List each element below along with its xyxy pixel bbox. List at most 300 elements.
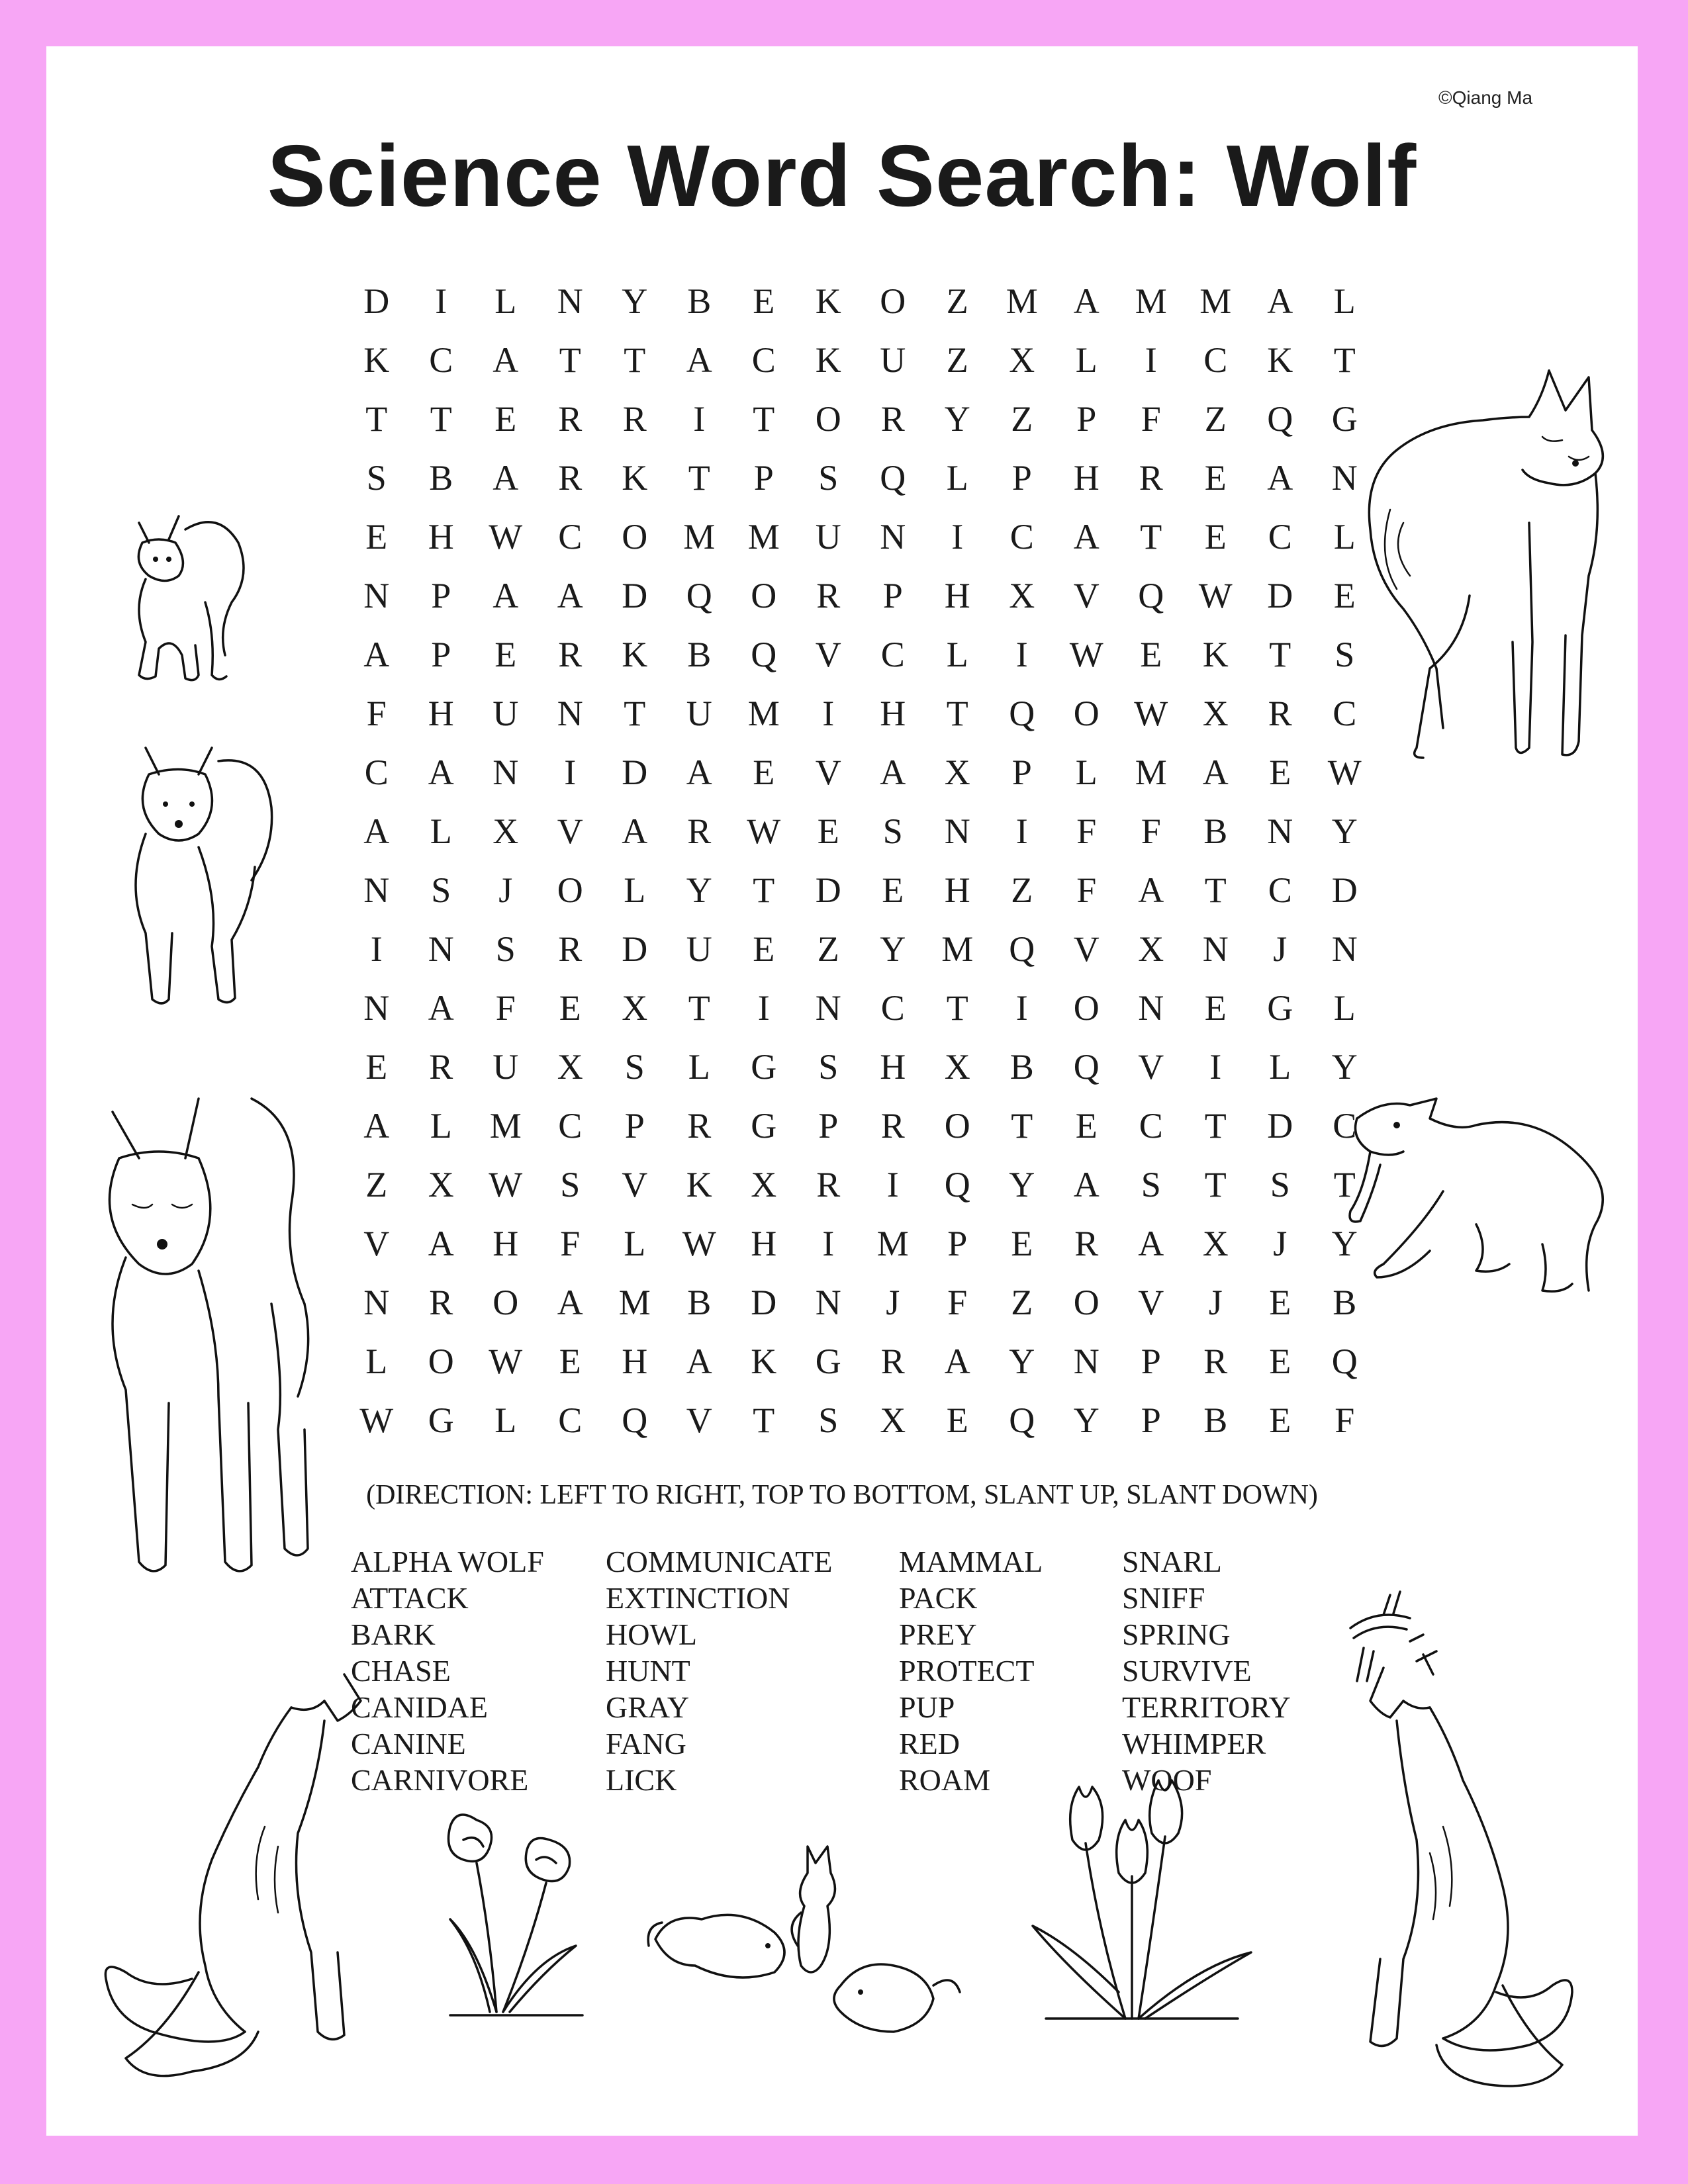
grid-letter: S <box>431 870 451 910</box>
word-list-column-4 <box>1122 1543 1291 1798</box>
grid-letter: P <box>1141 1400 1161 1440</box>
grid-letter: W <box>489 1164 523 1205</box>
grid-letter: E <box>365 516 388 557</box>
grid-letter: T <box>753 870 775 910</box>
grid-letter: B <box>1203 1400 1228 1440</box>
page-title: Science Word Search: Wolf <box>267 127 1417 224</box>
grid-letter: A <box>686 340 712 380</box>
grid-letter: Z <box>946 281 968 321</box>
grid-letter: T <box>688 457 710 498</box>
grid-letter: Q <box>1138 575 1164 615</box>
word-list-item: ROAM <box>899 1763 991 1797</box>
grid-letter: Q <box>944 1164 970 1205</box>
grid-letter: C <box>558 516 583 557</box>
grid-letter: L <box>688 1046 710 1087</box>
grid-letter: V <box>1138 1282 1164 1322</box>
grid-letter: C <box>1333 693 1357 733</box>
grid-letter: C <box>1333 1105 1357 1146</box>
grid-letter: A <box>557 575 583 615</box>
grid-letter: Z <box>1011 398 1033 439</box>
grid-letter: F <box>560 1223 581 1263</box>
grid-letter: H <box>622 1341 648 1381</box>
grid-letter: X <box>1009 575 1035 615</box>
grid-letter: L <box>494 1400 517 1440</box>
grid-letter: C <box>1009 516 1034 557</box>
grid-letter: A <box>1138 1223 1164 1263</box>
grid-letter: L <box>1269 1046 1291 1087</box>
grid-letter: S <box>1335 634 1355 674</box>
grid-letter: C <box>558 1105 583 1146</box>
grid-letter: L <box>1075 752 1098 792</box>
grid-letter: Z <box>365 1164 388 1205</box>
grid-letter: J <box>1273 1223 1288 1263</box>
grid-letter: B <box>687 634 712 674</box>
grid-letter: F <box>1335 1400 1355 1440</box>
grid-letter: E <box>753 752 775 792</box>
grid-letter: L <box>365 1341 388 1381</box>
grid-letter: Y <box>1331 1223 1358 1263</box>
grid-letter: R <box>1074 1223 1099 1263</box>
grid-letter: Y <box>1073 1400 1100 1440</box>
grid-letter: P <box>624 1105 645 1146</box>
grid-letter: R <box>880 1341 905 1381</box>
grid-letter: S <box>818 1400 839 1440</box>
grid-letter: A <box>428 752 454 792</box>
grid-letter: L <box>624 1223 646 1263</box>
grid-letter: W <box>682 1223 716 1263</box>
grid-letter: R <box>816 1164 841 1205</box>
grid-letter: Y <box>1009 1341 1035 1381</box>
grid-letter: G <box>428 1400 454 1440</box>
grid-letter: E <box>1333 575 1356 615</box>
grid-letter: H <box>880 1046 906 1087</box>
grid-letter: J <box>1208 1282 1223 1322</box>
grid-letter: R <box>1139 457 1163 498</box>
grid-letter: I <box>757 987 770 1028</box>
grid-letter: C <box>558 1400 583 1440</box>
grid-letter: P <box>431 575 451 615</box>
wolf-pup-left-middle-icon <box>119 735 278 1013</box>
grid-letter: A <box>1267 457 1293 498</box>
grid-letter: A <box>492 457 519 498</box>
grid-letter: B <box>1203 811 1228 851</box>
grid-letter: T <box>624 693 646 733</box>
grid-letter: P <box>818 1105 839 1146</box>
grid-letter: S <box>818 457 839 498</box>
grid-letter: O <box>1073 987 1100 1028</box>
grid-letter: S <box>882 811 903 851</box>
grid-letter: O <box>751 575 777 615</box>
grid-letter: I <box>1209 1046 1222 1087</box>
grid-letter: H <box>751 1223 777 1263</box>
grid-letter: S <box>624 1046 645 1087</box>
grid-letter: E <box>365 1046 388 1087</box>
grid-letter: I <box>822 693 835 733</box>
grid-letter: R <box>558 929 583 969</box>
grid-letter: N <box>363 870 390 910</box>
word-list-item: ALPHA WOLF <box>351 1545 544 1578</box>
grid-letter: O <box>428 1341 454 1381</box>
grid-letter: T <box>753 398 775 439</box>
grid-letter: C <box>1139 1105 1163 1146</box>
grid-letter: Q <box>880 457 906 498</box>
word-list-column-3 <box>899 1543 1043 1798</box>
grid-letter: P <box>431 634 451 674</box>
grid-letter: T <box>1333 1164 1356 1205</box>
grid-letter: A <box>1202 752 1229 792</box>
grid-letter: G <box>1331 398 1358 439</box>
grid-letter: R <box>1203 1341 1228 1381</box>
grid-letter: X <box>1138 929 1164 969</box>
copyright-notice: ©Qiang Ma <box>1438 87 1533 108</box>
grid-letter: A <box>557 1282 583 1322</box>
grid-letter: H <box>880 693 906 733</box>
grid-letter: T <box>1204 1105 1227 1146</box>
grid-letter: V <box>1138 1046 1164 1087</box>
grid-letter: E <box>559 1341 581 1381</box>
grid-letter: E <box>946 1400 968 1440</box>
grid-letter: Q <box>622 1400 648 1440</box>
grid-letter: E <box>1269 752 1291 792</box>
grid-letter: I <box>564 752 577 792</box>
grid-letter: A <box>428 1223 454 1263</box>
grid-letter: H <box>428 693 454 733</box>
grid-letter: Q <box>1009 929 1035 969</box>
daffodil-flowers-icon <box>437 1800 602 2025</box>
grid-letter: M <box>747 516 780 557</box>
word-list-item: TERRITORY <box>1122 1690 1291 1724</box>
grid-letter: J <box>886 1282 900 1322</box>
grid-letter: C <box>751 340 776 380</box>
grid-letter: C <box>364 752 389 792</box>
grid-letter: E <box>1269 1400 1291 1440</box>
grid-letter: S <box>366 457 387 498</box>
grid-letter: E <box>1075 1105 1098 1146</box>
grid-letter: K <box>622 634 648 674</box>
grid-letter: A <box>1073 516 1100 557</box>
grid-letter: K <box>815 281 841 321</box>
grid-letter: M <box>489 1105 522 1146</box>
grid-letter: V <box>363 1223 390 1263</box>
grid-letter: Z <box>1011 1282 1033 1322</box>
grid-letter: M <box>876 1223 909 1263</box>
grid-letter: H <box>1073 457 1100 498</box>
grid-letter: W <box>1327 752 1362 792</box>
wolf-pups-playing-icon <box>642 1833 1066 2058</box>
grid-letter: N <box>815 987 841 1028</box>
word-list-item: EXTINCTION <box>606 1581 790 1615</box>
grid-letter: T <box>1204 870 1227 910</box>
grid-letter: V <box>686 1400 712 1440</box>
grid-letter: A <box>363 634 390 674</box>
grid-letter: V <box>557 811 583 851</box>
grid-letter: Y <box>1331 811 1358 851</box>
grid-letter: N <box>557 281 583 321</box>
grid-letter: D <box>1267 575 1293 615</box>
grid-letter: D <box>363 281 390 321</box>
grid-letter: O <box>1073 1282 1100 1322</box>
grid-letter: D <box>622 929 648 969</box>
grid-letter: X <box>492 811 519 851</box>
grid-letter: V <box>1073 929 1100 969</box>
grid-letter: A <box>1073 1164 1100 1205</box>
grid-letter: N <box>557 693 583 733</box>
word-list-item: GRAY <box>606 1690 690 1724</box>
grid-letter: R <box>558 398 583 439</box>
grid-letter: X <box>1202 693 1229 733</box>
wolf-howling-left-icon <box>99 1661 397 2098</box>
grid-letter: V <box>815 634 841 674</box>
wolf-walking-left-icon <box>86 1085 357 1588</box>
grid-letter: F <box>1141 398 1161 439</box>
grid-letter: T <box>1011 1105 1033 1146</box>
grid-letter: U <box>492 1046 519 1087</box>
grid-letter: W <box>1134 693 1168 733</box>
grid-letter: A <box>880 752 906 792</box>
grid-letter: F <box>1076 811 1097 851</box>
grid-letter: S <box>818 1046 839 1087</box>
grid-letter: A <box>1267 281 1293 321</box>
grid-letter: I <box>951 516 964 557</box>
grid-letter: X <box>944 1046 970 1087</box>
grid-letter: Q <box>1009 1400 1035 1440</box>
grid-letter: E <box>753 929 775 969</box>
grid-letter: C <box>1268 516 1292 557</box>
grid-letter: I <box>1015 987 1028 1028</box>
grid-letter: U <box>492 693 519 733</box>
grid-letter: T <box>624 340 646 380</box>
grid-letter: L <box>1333 516 1356 557</box>
grid-letter: M <box>941 929 974 969</box>
grid-letter: N <box>815 1282 841 1322</box>
grid-letter: T <box>430 398 452 439</box>
grid-letter: L <box>1333 987 1356 1028</box>
word-list-item: PUP <box>899 1690 955 1724</box>
grid-letter: L <box>624 870 646 910</box>
grid-letter: R <box>880 1105 905 1146</box>
word-list-item: BARK <box>351 1617 436 1651</box>
grid-letter: T <box>753 1400 775 1440</box>
grid-letter: F <box>366 693 387 733</box>
grid-letter: L <box>946 634 968 674</box>
word-list-item: SNIFF <box>1122 1581 1205 1615</box>
grid-letter: Q <box>1267 398 1293 439</box>
grid-letter: M <box>1199 281 1232 321</box>
grid-letter: L <box>1075 340 1098 380</box>
grid-letter: V <box>1073 575 1100 615</box>
grid-letter: O <box>492 1282 519 1322</box>
word-list-item: SPRING <box>1122 1617 1231 1651</box>
grid-letter: W <box>1198 575 1233 615</box>
grid-letter: A <box>363 811 390 851</box>
grid-letter: K <box>1267 340 1293 380</box>
grid-letter: W <box>1069 634 1103 674</box>
grid-letter: V <box>815 752 841 792</box>
grid-letter: A <box>622 811 648 851</box>
grid-letter: H <box>944 870 970 910</box>
grid-letter: R <box>880 398 905 439</box>
grid-letter: T <box>559 340 581 380</box>
grid-letter: O <box>815 398 841 439</box>
grid-letter: L <box>430 811 452 851</box>
word-list-item: RED <box>899 1727 960 1760</box>
grid-letter: E <box>1269 1341 1291 1381</box>
grid-letter: S <box>560 1164 581 1205</box>
grid-letter: O <box>557 870 583 910</box>
grid-letter: Z <box>946 340 968 380</box>
grid-letter: Y <box>944 398 970 439</box>
grid-letter: A <box>944 1341 970 1381</box>
grid-letter: S <box>1141 1164 1161 1205</box>
worksheet-page <box>46 46 1638 2136</box>
grid-letter: W <box>489 1341 523 1381</box>
grid-letter: B <box>1009 1046 1034 1087</box>
grid-letter: N <box>363 987 390 1028</box>
grid-letter: Q <box>751 634 777 674</box>
grid-letter: M <box>1006 281 1038 321</box>
grid-letter: D <box>622 575 648 615</box>
grid-letter: E <box>753 281 775 321</box>
grid-letter: I <box>822 1223 835 1263</box>
word-list-item: SURVIVE <box>1122 1654 1252 1688</box>
grid-letter: R <box>429 1282 453 1322</box>
grid-letter: E <box>1011 1223 1033 1263</box>
grid-letter: K <box>751 1341 777 1381</box>
grid-letter: C <box>880 987 905 1028</box>
grid-letter: N <box>1073 1341 1100 1381</box>
grid-letter: N <box>1138 987 1164 1028</box>
grid-letter: P <box>947 1223 968 1263</box>
grid-letter: R <box>687 811 712 851</box>
word-list-item: CANINE <box>351 1727 466 1760</box>
grid-letter: G <box>751 1046 777 1087</box>
grid-letter: I <box>1145 340 1157 380</box>
grid-letter: M <box>747 693 780 733</box>
grid-letter: K <box>815 340 841 380</box>
grid-letter: G <box>1267 987 1293 1028</box>
grid-letter: A <box>1138 870 1164 910</box>
wolf-standing-right-icon <box>1350 357 1628 768</box>
grid-letter: E <box>559 987 581 1028</box>
grid-letter: O <box>622 516 648 557</box>
grid-letter: R <box>687 1105 712 1146</box>
grid-letter: H <box>944 575 970 615</box>
grid-letter: M <box>1135 281 1167 321</box>
word-list-item: COMMUNICATE <box>606 1545 833 1578</box>
grid-letter: R <box>429 1046 453 1087</box>
grid-letter: I <box>886 1164 899 1205</box>
grid-letter: X <box>428 1164 454 1205</box>
grid-letter: X <box>622 987 648 1028</box>
grid-letter: N <box>1331 929 1358 969</box>
word-list-item: SNARL <box>1122 1545 1222 1578</box>
grid-letter: E <box>1204 516 1227 557</box>
word-list-item: ATTACK <box>351 1581 469 1615</box>
grid-letter: A <box>428 987 454 1028</box>
grid-letter: D <box>622 752 648 792</box>
grid-letter: T <box>1140 516 1162 557</box>
grid-letter: N <box>363 575 390 615</box>
grid-letter: E <box>882 870 904 910</box>
grid-letter: U <box>686 693 712 733</box>
grid-letter: D <box>751 1282 777 1322</box>
grid-letter: K <box>363 340 390 380</box>
grid-letter: T <box>688 987 710 1028</box>
grid-letter: E <box>494 398 517 439</box>
grid-letter: O <box>944 1105 970 1146</box>
grid-letter: U <box>815 516 841 557</box>
grid-letter: S <box>1270 1164 1290 1205</box>
grid-letter: X <box>557 1046 583 1087</box>
wolf-pup-left-top-icon <box>119 503 258 688</box>
grid-letter: X <box>944 752 970 792</box>
grid-letter: M <box>683 516 716 557</box>
word-list-item: CARNIVORE <box>351 1763 529 1797</box>
word-list-item: FANG <box>606 1727 686 1760</box>
grid-letter: N <box>1331 457 1358 498</box>
grid-letter: D <box>815 870 841 910</box>
grid-letter: B <box>429 457 453 498</box>
grid-letter: F <box>1076 870 1097 910</box>
grid-letter: J <box>1273 929 1288 969</box>
grid-letter: I <box>435 281 447 321</box>
grid-letter: P <box>753 457 774 498</box>
grid-letter: P <box>1011 752 1032 792</box>
grid-letter: C <box>1203 340 1228 380</box>
grid-letter: A <box>686 1341 712 1381</box>
grid-letter: T <box>365 398 388 439</box>
grid-letter: R <box>558 457 583 498</box>
grid-letter: K <box>686 1164 712 1205</box>
grid-letter: R <box>558 634 583 674</box>
word-list-item: PACK <box>899 1581 978 1615</box>
grid-letter: Y <box>622 281 648 321</box>
grid-letter: U <box>686 929 712 969</box>
grid-letter: P <box>1141 1341 1161 1381</box>
grid-letter: N <box>944 811 970 851</box>
grid-letter: B <box>687 281 712 321</box>
grid-letter: F <box>1141 811 1161 851</box>
grid-letter: W <box>489 516 523 557</box>
word-list-item: CANIDAE <box>351 1690 488 1724</box>
grid-letter: D <box>1331 870 1358 910</box>
word-list-item: LICK <box>606 1763 677 1797</box>
grid-letter: A <box>492 340 519 380</box>
grid-letter: Z <box>1204 398 1227 439</box>
direction-note: (DIRECTION: LEFT TO RIGHT, TOP TO BOTTOM, SLANT UP, SLANT DOWN) <box>366 1480 1318 1510</box>
grid-letter: E <box>1204 457 1227 498</box>
word-list-item: CHASE <box>351 1654 451 1688</box>
grid-letter: I <box>1015 811 1028 851</box>
grid-letter: W <box>747 811 781 851</box>
grid-letter: N <box>880 516 906 557</box>
grid-letter: M <box>1135 752 1167 792</box>
grid-letter: E <box>1140 634 1162 674</box>
grid-letter: Y <box>880 929 906 969</box>
word-list-item: HOWL <box>606 1617 697 1651</box>
grid-letter: X <box>1009 340 1035 380</box>
grid-letter: P <box>882 575 903 615</box>
grid-letter: H <box>492 1223 519 1263</box>
grid-letter: C <box>1268 870 1292 910</box>
grid-letter: Z <box>1011 870 1033 910</box>
grid-letter: T <box>1333 340 1356 380</box>
grid-letter: T <box>1269 634 1291 674</box>
grid-letter: A <box>686 752 712 792</box>
word-list-item: PROTECT <box>899 1654 1035 1688</box>
grid-letter: T <box>946 987 968 1028</box>
word-list-column-2 <box>606 1543 832 1798</box>
